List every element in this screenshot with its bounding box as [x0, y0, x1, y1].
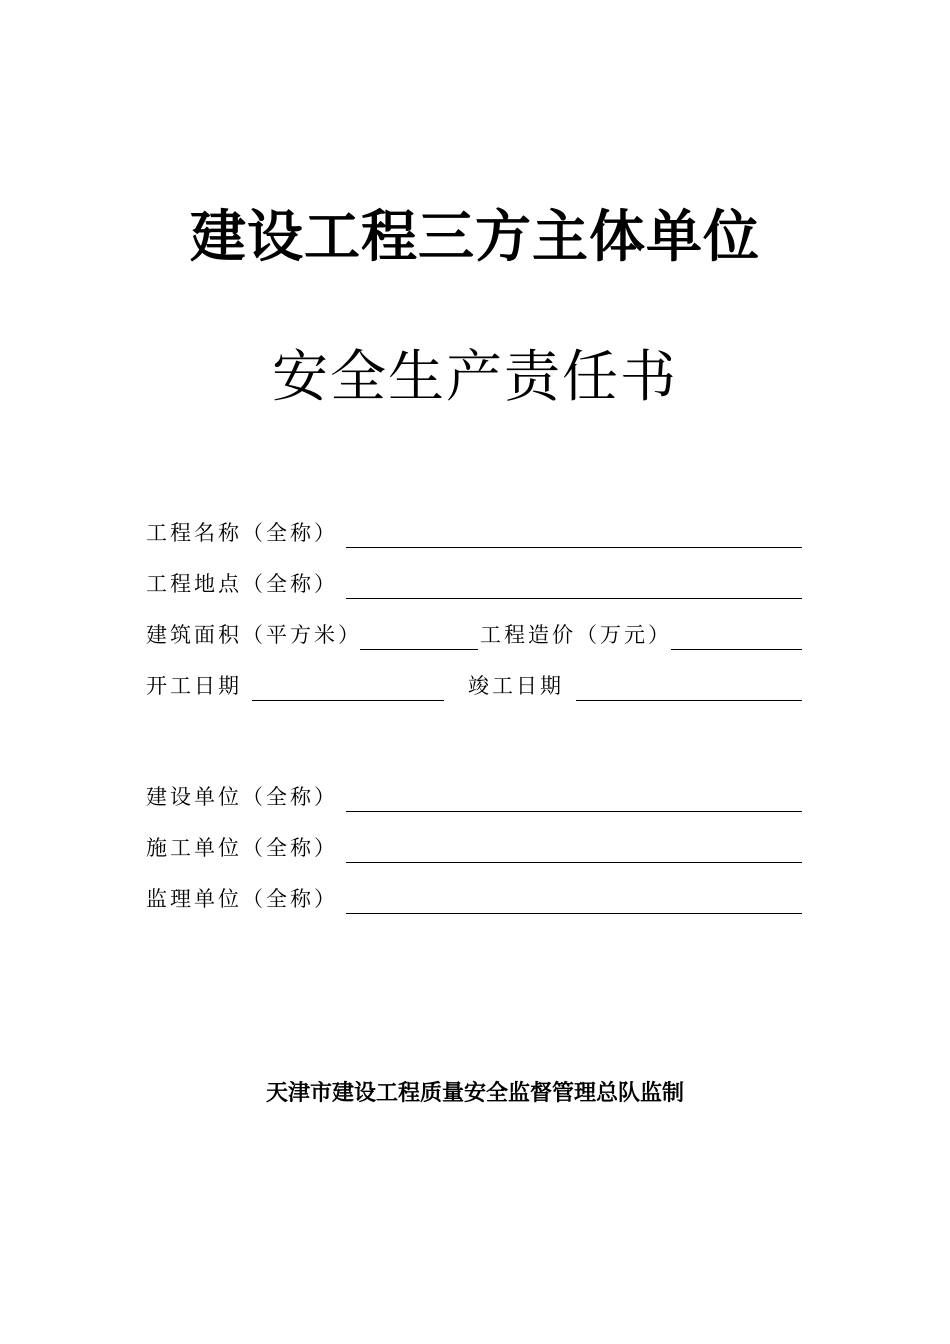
contractor-unit-row: [146, 833, 802, 863]
project-cost-label: 工程造价（万元）: [480, 623, 672, 647]
construction-unit-label: 建设单位（全称）: [146, 785, 338, 809]
issuer-footer: 天津市建设工程质量安全监督管理总队监制: [265, 1081, 684, 1106]
project-location-label: 工程地点（全称）: [146, 572, 338, 596]
start-date-label: 开工日期: [146, 674, 242, 698]
project-location-field[interactable]: [346, 598, 802, 599]
document-title-line-1: 建设工程三方主体单位: [190, 205, 760, 270]
contractor-unit-label: 施工单位（全称）: [146, 836, 338, 860]
construction-unit-field[interactable]: [346, 811, 802, 812]
building-area-label: 建筑面积（平方米）: [146, 623, 362, 647]
supervision-unit-field[interactable]: [346, 913, 802, 914]
start-date-field[interactable]: [252, 700, 444, 701]
document-title-line-2: 安全生产责任书: [272, 345, 678, 410]
project-name-field[interactable]: [346, 547, 802, 548]
construction-unit-row: [146, 782, 802, 812]
supervision-unit-label: 监理单位（全称）: [146, 887, 338, 911]
project-name-label: 工程名称（全称）: [146, 521, 338, 545]
project-cost-field[interactable]: [671, 649, 802, 650]
project-location-row: [146, 569, 802, 599]
building-area-field[interactable]: [360, 649, 478, 650]
completion-date-label: 竣工日期: [468, 674, 564, 698]
dates-row: [146, 671, 802, 701]
supervision-unit-row: [146, 884, 802, 914]
area-cost-row: [146, 620, 802, 650]
completion-date-field[interactable]: [576, 700, 802, 701]
project-name-row: [146, 518, 802, 548]
contractor-unit-field[interactable]: [346, 862, 802, 863]
